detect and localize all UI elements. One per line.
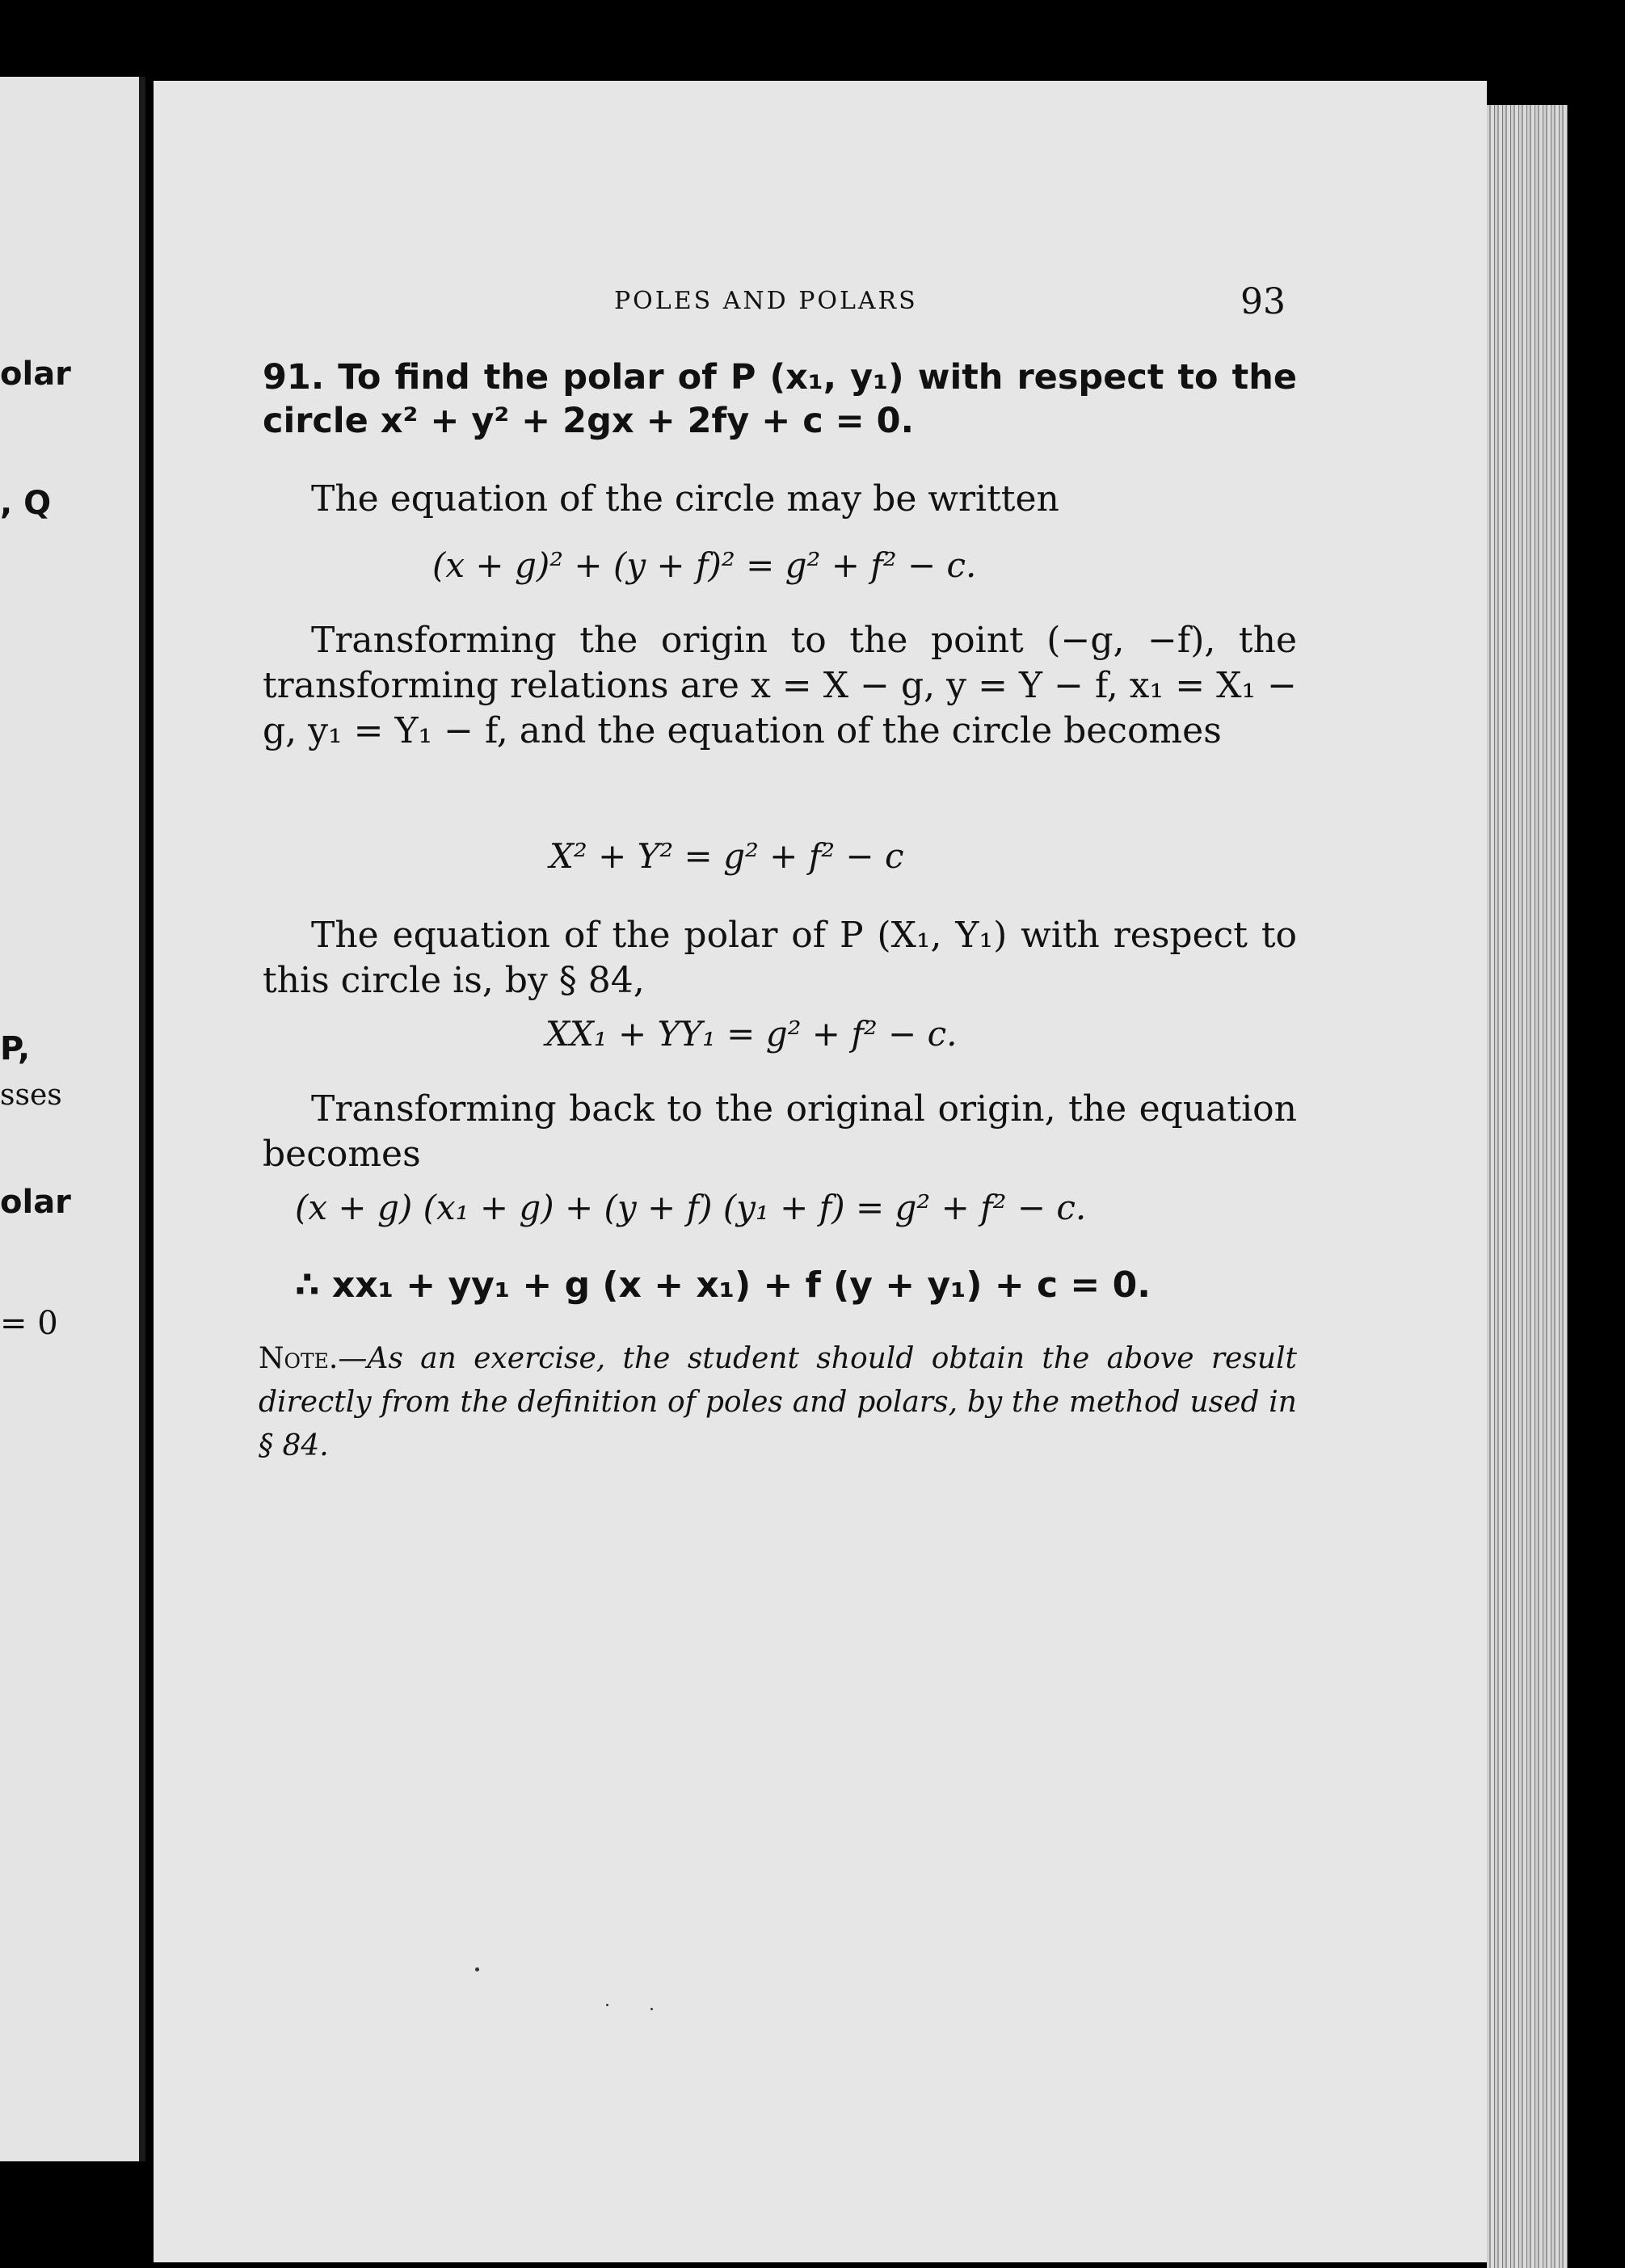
speck xyxy=(650,2008,653,2010)
paragraph-3: The equation of the polar of P (X₁, Y₁) with respect to this circle is, by § 84, xyxy=(263,915,1297,1001)
left-page-fragment xyxy=(0,77,145,2161)
equation-4: (x + g) (x₁ + g) + (y + f) (y₁ + f) = g² + f² − c. xyxy=(295,1188,1087,1227)
paragraph-1: The equation of the circle may be written xyxy=(311,478,1059,520)
equation-2: X² + Y² = g² + f² − c xyxy=(549,836,904,876)
speck xyxy=(475,1967,479,1971)
page-edge xyxy=(1487,105,1568,2268)
note-lead: Note. xyxy=(259,1342,339,1375)
equation-3: XX₁ + YY₁ = g² + f² − c. xyxy=(545,1014,958,1054)
left-fragment-4: sses xyxy=(0,1079,62,1112)
running-head: POLES AND POLARS xyxy=(614,287,918,315)
equation-5: ∴ xx₁ + yy₁ + g (x + x₁) + f (y + y₁) + c = 0. xyxy=(295,1264,1151,1306)
page-number: 93 xyxy=(1240,281,1286,322)
left-fragment-3: P, xyxy=(0,1030,31,1067)
note xyxy=(259,1337,1297,1468)
book-page xyxy=(154,81,1487,2262)
note-text: —As an exercise, the student should obtain the above result directly from the definition of poles and polars, by the method used in § 84. xyxy=(259,1342,1297,1462)
speck xyxy=(606,2004,608,2006)
equation-1: (x + g)² + (y + f)² = g² + f² − c. xyxy=(432,545,977,585)
left-fragment-5: olar xyxy=(0,1184,71,1221)
left-fragment-1: olar xyxy=(0,356,71,393)
paragraph-4: Transforming back to the original origin, the equation becomes xyxy=(263,1088,1297,1175)
section-heading: 91. To find the polar of P (x₁, y₁) with respect to the circle x² + y² + 2gx + 2fy + c = 0. xyxy=(263,357,1297,441)
left-fragment-2: , Q xyxy=(0,485,52,522)
paragraph-2: Transforming the origin to the point (−g, −f), the transforming relations are x = X − g, y = Y − f, x₁ = X₁ − g, y₁ = Y₁ − f, and the equation of the circle becomes xyxy=(263,620,1297,751)
left-fragment-6: = 0 xyxy=(0,1305,58,1342)
